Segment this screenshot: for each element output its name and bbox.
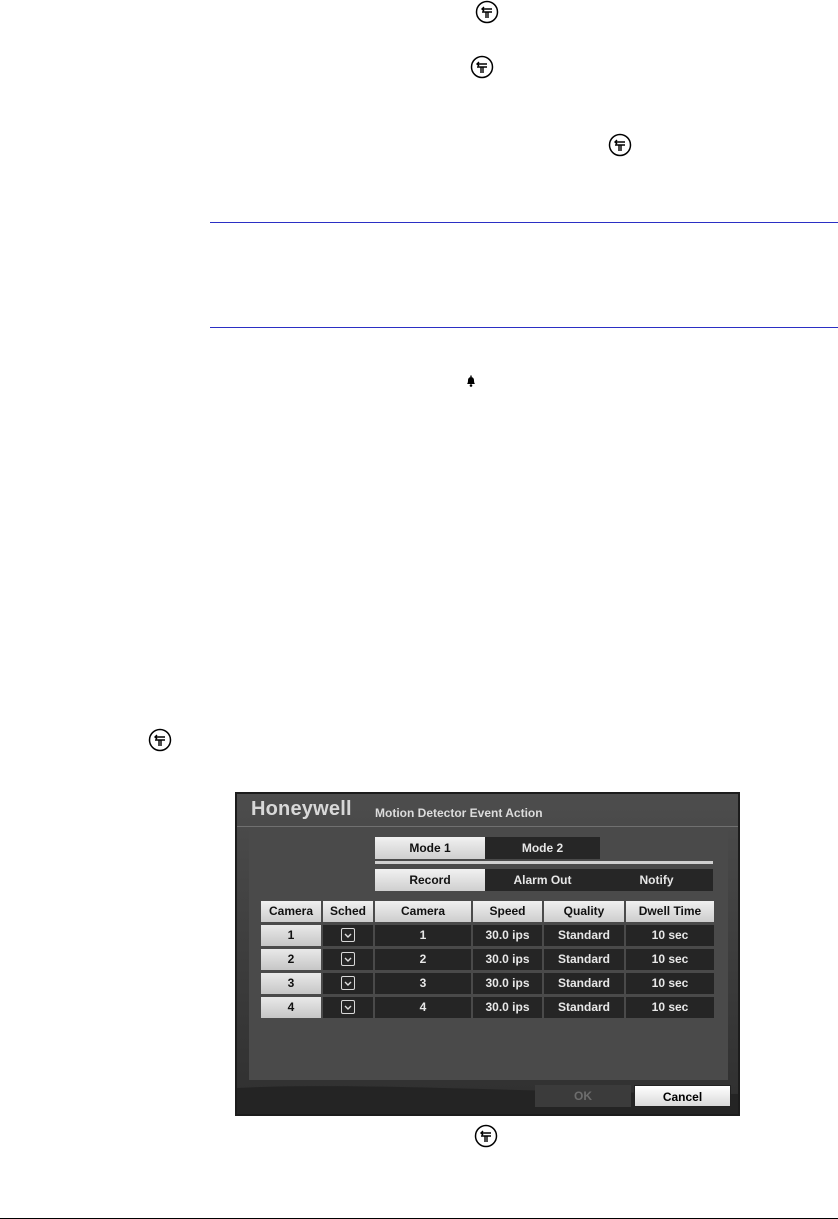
header-dwell-time: Dwell Time: [626, 901, 714, 922]
motion-detector-event-action-dialog: [235, 792, 740, 1116]
schedule-check-icon: [341, 1000, 355, 1014]
header-quality: Quality: [544, 901, 624, 922]
row-camera-number[interactable]: 3: [261, 973, 321, 994]
row-quality[interactable]: Standard: [544, 997, 624, 1018]
row-speed[interactable]: 30.0 ips: [473, 949, 542, 970]
tab-record[interactable]: Record: [375, 869, 485, 891]
header-sched: Sched: [323, 901, 373, 922]
enter-button-icon: [470, 55, 494, 79]
row-record-camera[interactable]: 1: [375, 925, 471, 946]
enter-button-icon: [475, 0, 499, 24]
row-dwell-time[interactable]: 10 sec: [626, 925, 714, 946]
dialog-title: Motion Detector Event Action: [375, 806, 543, 820]
row-dwell-time[interactable]: 10 sec: [626, 997, 714, 1018]
row-speed[interactable]: 30.0 ips: [473, 973, 542, 994]
row-sched-checkbox[interactable]: [323, 925, 373, 946]
ok-button[interactable]: OK: [535, 1085, 631, 1107]
tab-alarm-out[interactable]: Alarm Out: [485, 869, 600, 891]
tab-notify[interactable]: Notify: [600, 869, 713, 891]
header-camera: Camera: [261, 901, 321, 922]
row-quality[interactable]: Standard: [544, 949, 624, 970]
alarm-bell-icon: [464, 374, 478, 388]
row-sched-checkbox[interactable]: [323, 997, 373, 1018]
row-sched-checkbox[interactable]: [323, 949, 373, 970]
row-quality[interactable]: Standard: [544, 925, 624, 946]
row-camera-number[interactable]: 1: [261, 925, 321, 946]
tab-mode-1[interactable]: Mode 1: [375, 837, 485, 859]
schedule-check-icon: [341, 952, 355, 966]
enter-button-icon: [474, 1124, 498, 1148]
row-record-camera[interactable]: 2: [375, 949, 471, 970]
schedule-check-icon: [341, 928, 355, 942]
note-bottom-rule: [210, 327, 838, 328]
row-dwell-time[interactable]: 10 sec: [626, 973, 714, 994]
schedule-check-icon: [341, 976, 355, 990]
row-speed[interactable]: 30.0 ips: [473, 925, 542, 946]
row-dwell-time[interactable]: 10 sec: [626, 949, 714, 970]
cancel-button[interactable]: Cancel: [634, 1085, 731, 1107]
honeywell-logo: Honeywell: [251, 798, 352, 820]
tab-mode-2[interactable]: Mode 2: [485, 837, 600, 859]
row-camera-number[interactable]: 4: [261, 997, 321, 1018]
enter-button-icon: [148, 728, 172, 752]
row-speed[interactable]: 30.0 ips: [473, 997, 542, 1018]
row-record-camera[interactable]: 3: [375, 973, 471, 994]
row-camera-number[interactable]: 2: [261, 949, 321, 970]
row-sched-checkbox[interactable]: [323, 973, 373, 994]
title-divider: [237, 826, 738, 827]
row-record-camera[interactable]: 4: [375, 997, 471, 1018]
header-speed: Speed: [473, 901, 542, 922]
header-record-camera: Camera: [375, 901, 471, 922]
row-quality[interactable]: Standard: [544, 973, 624, 994]
enter-button-icon: [608, 133, 632, 157]
tab-underline: [375, 861, 713, 864]
note-top-rule: [210, 222, 838, 223]
